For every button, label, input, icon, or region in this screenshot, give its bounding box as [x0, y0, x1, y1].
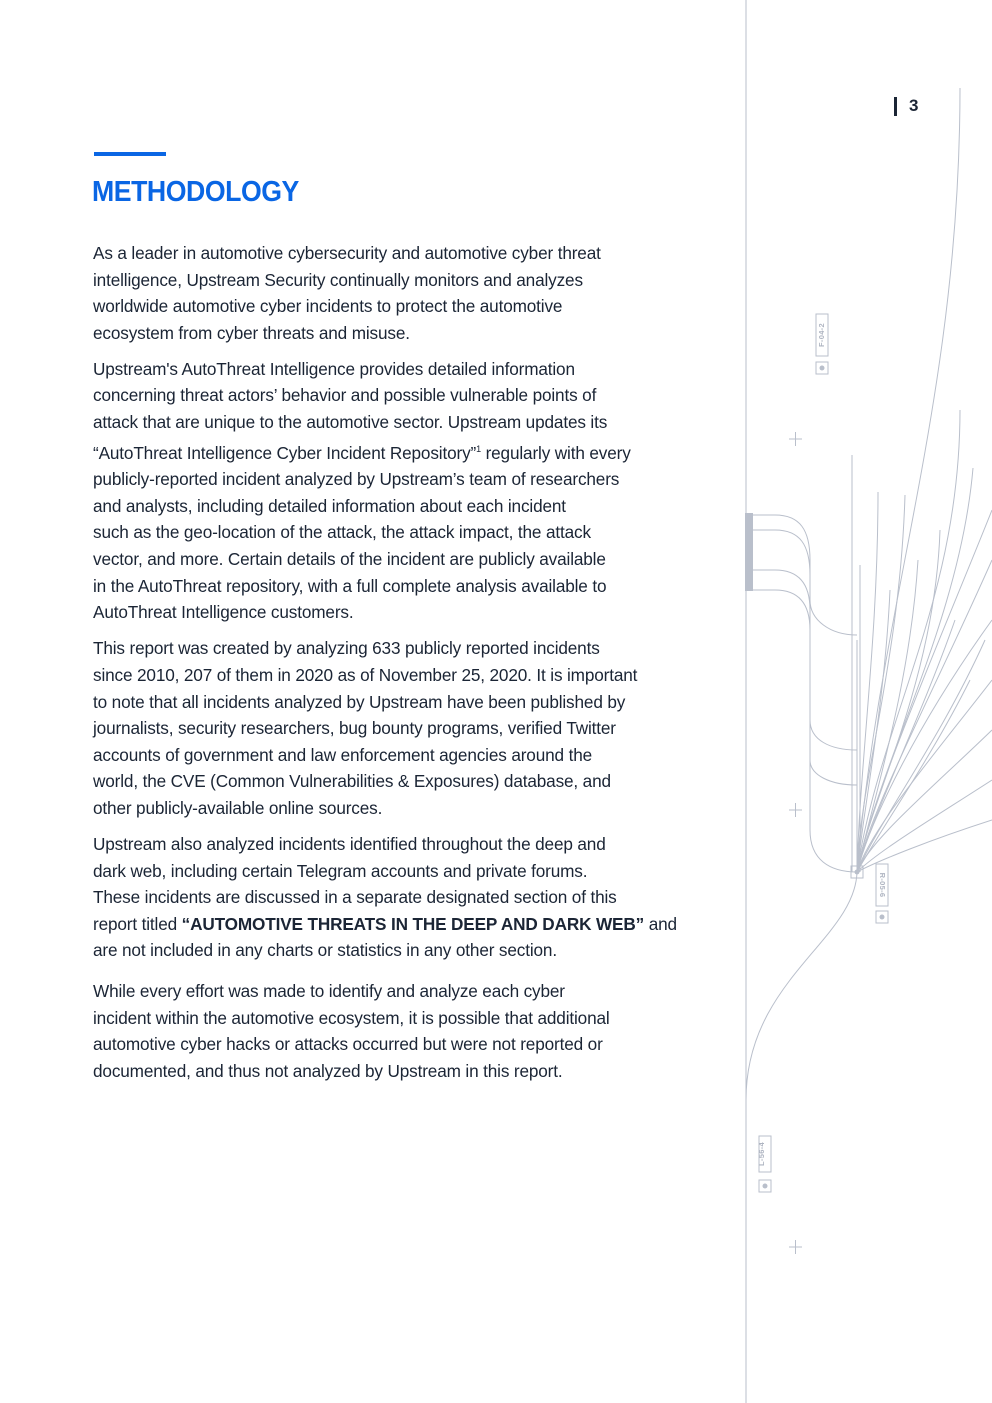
text-line: These incidents are discussed in a separate designated section of this	[93, 887, 617, 908]
text-line: journalists, security researchers, bug bounty programs, verified Twitter	[93, 718, 616, 739]
text-line: While every effort was made to identify and analyze each cyber	[93, 980, 565, 1001]
text-fragment: report titled	[93, 913, 182, 934]
page-number	[894, 96, 918, 116]
circuit-label-f042: F-04-2	[817, 323, 826, 347]
text-line: automotive cyber hacks or attacks occurred but were not reported or	[93, 1034, 603, 1055]
text-line: Upstream also analyzed incidents identified throughout the deep and	[93, 833, 606, 854]
text-line: other publicly-available online sources.	[93, 797, 383, 818]
text-line: Upstream's AutoThreat Intelligence provides detailed information	[93, 358, 575, 379]
page-number-text: 3	[909, 96, 919, 115]
paragraph-2	[93, 356, 713, 626]
paragraph-4	[93, 831, 713, 964]
paragraph-1	[93, 240, 713, 346]
circuit-label-r056: R-05-6	[878, 872, 887, 898]
text-line: to note that all incidents analyzed by Upstream have been published by	[93, 691, 626, 712]
section-reference: “AUTOMOTIVE THREATS IN THE DEEP AND DARK WEB”	[181, 913, 645, 934]
text-line: attack that are unique to the automotive sector. Upstream updates its	[93, 412, 608, 433]
text-line: such as the geo-location of the attack, the attack impact, the attack	[93, 522, 591, 543]
text-fragment: regularly with every	[480, 442, 631, 463]
text-line: world, the CVE (Common Vulnerabilities & Exposures) database, and	[93, 771, 611, 792]
title-accent-bar	[94, 152, 166, 156]
page-title: METHODOLOGY	[92, 176, 299, 208]
text-line: As a leader in automotive cybersecurity and automotive cyber threat	[93, 243, 601, 263]
text-line: AutoThreat Intelligence customers.	[93, 602, 354, 623]
text-line: intelligence, Upstream Security continually monitors and analyzes	[93, 269, 583, 290]
text-line: publicly-reported incident analyzed by Upstream’s team of researchers	[93, 469, 620, 490]
text-line: accounts of government and law enforcement agencies around the	[93, 744, 593, 765]
text-line: documented, and thus not analyzed by Upstream in this report.	[93, 1060, 563, 1081]
text-fragment: and	[644, 913, 677, 934]
page-number-divider	[894, 97, 897, 116]
text-line: dark web, including certain Telegram accounts and private forums.	[93, 860, 588, 881]
body-text	[93, 240, 713, 1094]
text-line: ecosystem from cyber threats and misuse.	[93, 322, 410, 343]
text-line	[93, 911, 713, 938]
text-line: and analysts, including detailed information about each incident	[93, 495, 566, 516]
text-line: are not included in any charts or statistics in any other section.	[93, 940, 557, 961]
footnote-marker: 1	[476, 443, 481, 454]
text-line: in the AutoThreat repository, with a full complete analysis available to	[93, 575, 607, 596]
text-line: vector, and more. Certain details of the incident are publicly available	[93, 549, 606, 570]
text-line: incident within the automotive ecosystem, it is possible that additional	[93, 1007, 610, 1028]
paragraph-5	[93, 978, 713, 1084]
text-line	[93, 436, 713, 467]
text-line: This report was created by analyzing 633 publicly reported incidents	[93, 638, 600, 659]
circuit-label-l564: L-56-4	[757, 1142, 766, 1166]
text-line: worldwide automotive cyber incidents to protect the automotive	[93, 296, 563, 317]
text-line: since 2010, 207 of them in 2020 as of November 25, 2020. It is important	[93, 664, 638, 685]
repository-name: “AutoThreat Intelligence Cyber Incident Repository”	[93, 442, 477, 463]
paragraph-3	[93, 635, 713, 821]
text-line: concerning threat actors’ behavior and possible vulnerable points of	[93, 385, 597, 406]
